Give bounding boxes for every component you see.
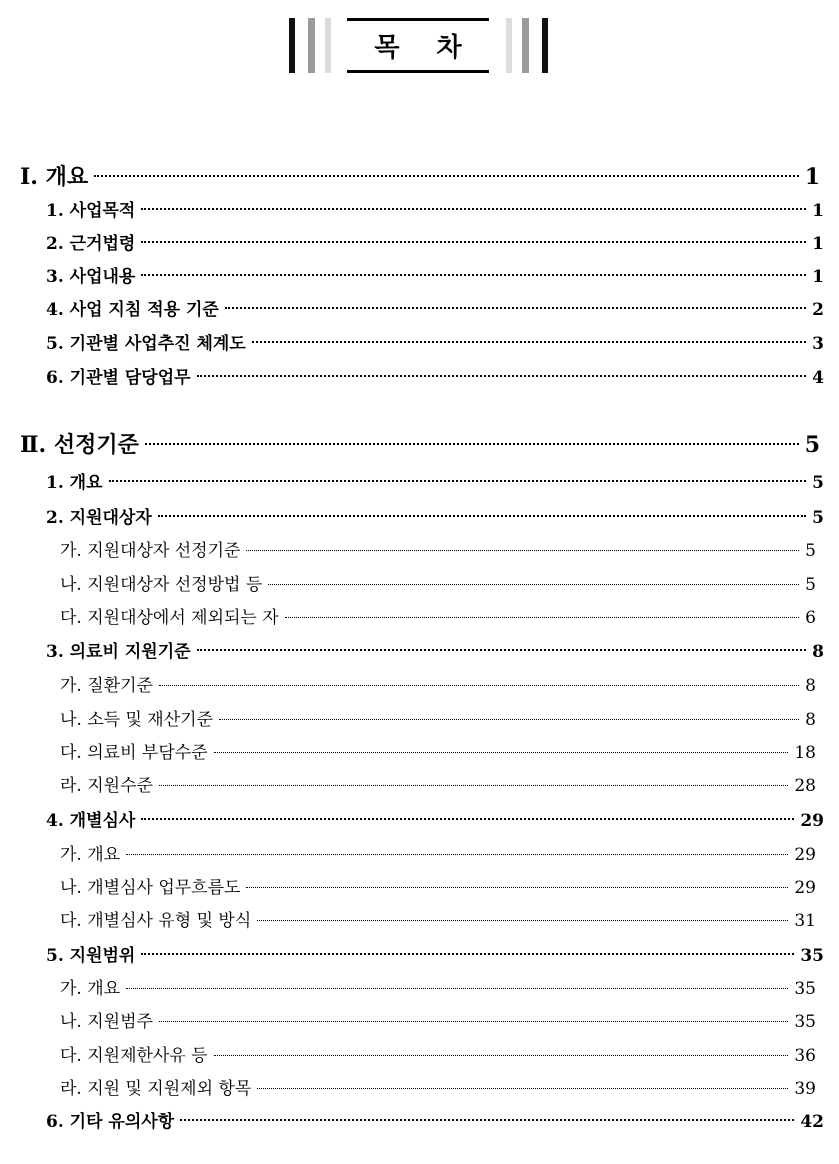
toc-page-number: 8	[805, 676, 816, 696]
title-decor-bar	[289, 18, 295, 73]
toc-entry-label: 가. 질환기준	[60, 676, 153, 696]
toc-entry-label: 3. 의료비 지원기준	[46, 642, 191, 662]
toc-page-number: 3	[812, 334, 824, 354]
toc-subsection-entry[interactable]	[60, 840, 816, 865]
toc-subsection-entry[interactable]	[60, 873, 816, 898]
toc-subsection-entry[interactable]	[60, 705, 816, 730]
toc-leader-dots	[141, 241, 806, 243]
toc-leader-dots	[268, 584, 799, 585]
toc-entry-label: 6. 기관별 담당업무	[46, 368, 191, 388]
toc-subsection-entry[interactable]	[60, 738, 816, 763]
toc-subsection-entry[interactable]	[60, 974, 816, 999]
toc-entry-label: 1. 개요	[46, 473, 103, 493]
title-decor-bar	[506, 18, 512, 73]
toc-page-number: 1	[812, 267, 824, 287]
toc-leader-dots	[257, 920, 788, 921]
toc-entry-label: 라. 지원수준	[60, 776, 153, 796]
toc-page-number: 5	[805, 541, 816, 561]
toc-section-entry[interactable]	[46, 1107, 824, 1132]
toc-leader-dots	[158, 515, 806, 517]
toc-entry-label: 라. 지원 및 지원제외 항목	[60, 1079, 252, 1099]
toc-entry-label: 가. 개요	[60, 845, 121, 865]
toc-page-number: 1	[812, 234, 824, 254]
toc-entry-label: 나. 개별심사 업무흐름도	[60, 878, 241, 898]
title-decor-bar	[308, 18, 315, 73]
toc-page-number: 42	[800, 1112, 824, 1132]
toc-entry-label: 다. 개별심사 유형 및 방식	[60, 911, 252, 931]
toc-page-number: 1	[804, 164, 820, 190]
toc-leader-dots	[159, 685, 799, 686]
toc-section-entry[interactable]	[46, 196, 824, 221]
toc-leader-dots	[159, 1021, 788, 1022]
toc-entry-label: Ⅰ. 개요	[20, 164, 89, 190]
toc-leader-dots	[141, 274, 806, 276]
toc-leader-dots	[94, 175, 799, 177]
title-decor-bar	[325, 18, 331, 73]
toc-section-entry[interactable]	[46, 468, 824, 493]
toc-entry-label: 6. 기타 유의사항	[46, 1112, 175, 1132]
toc-section-entry[interactable]	[46, 806, 824, 831]
toc-title-bar	[0, 18, 839, 74]
page-title: 목 차	[374, 33, 476, 63]
toc-subsection-entry[interactable]	[60, 1041, 816, 1066]
toc-entry-label: 3. 사업내용	[46, 267, 136, 287]
toc-leader-dots	[214, 1055, 789, 1056]
toc-leader-dots	[214, 752, 789, 753]
toc-page-number: 31	[794, 911, 816, 931]
toc-leader-dots	[285, 617, 799, 618]
toc-page-number: 36	[794, 1046, 816, 1066]
toc-subsection-entry[interactable]	[60, 671, 816, 696]
toc-page-number: 18	[794, 743, 816, 763]
toc-leader-dots	[126, 854, 788, 855]
toc-entry-label: 다. 의료비 부담수준	[60, 743, 208, 763]
toc-entry-label: Ⅱ. 선정기준	[20, 432, 139, 458]
toc-title-box	[347, 18, 489, 73]
toc-leader-dots	[159, 785, 788, 786]
toc-subsection-entry[interactable]	[60, 1007, 816, 1032]
toc-leader-dots	[225, 307, 806, 309]
toc-page-number: 28	[794, 776, 816, 796]
toc-entry-label: 나. 지원범주	[60, 1012, 153, 1032]
toc-section-entry[interactable]	[46, 295, 824, 320]
toc-page-number: 6	[805, 608, 816, 628]
toc-leader-dots	[197, 375, 807, 377]
toc-page-number: 29	[800, 811, 824, 831]
toc-entry-label: 가. 개요	[60, 979, 121, 999]
toc-page-number: 2	[812, 300, 824, 320]
toc-subsection-entry[interactable]	[60, 570, 816, 595]
toc-entry-label: 1. 사업목적	[46, 201, 136, 221]
toc-leader-dots	[109, 480, 807, 482]
toc-section-entry[interactable]	[46, 941, 824, 966]
toc-leader-dots	[246, 550, 799, 551]
toc-page-number: 29	[794, 845, 816, 865]
toc-page-number: 29	[794, 878, 816, 898]
toc-page-number: 5	[804, 432, 820, 458]
toc-page-number: 1	[812, 201, 824, 221]
toc-leader-dots	[252, 341, 806, 343]
toc-page-number: 5	[805, 575, 816, 595]
toc-entry-label: 2. 지원대상자	[46, 508, 152, 528]
toc-leader-dots	[197, 649, 807, 651]
toc-section-entry[interactable]	[46, 329, 824, 354]
toc-leader-dots	[180, 1119, 794, 1121]
toc-entry-label: 5. 지원범위	[46, 946, 136, 966]
toc-page-number: 35	[800, 946, 824, 966]
toc-page-number: 5	[812, 473, 824, 493]
toc-entry-label: 5. 기관별 사업추진 체계도	[46, 334, 246, 354]
toc-entry-label: 나. 소득 및 재산기준	[60, 710, 213, 730]
toc-section-entry[interactable]	[46, 363, 824, 388]
toc-section-entry[interactable]	[46, 229, 824, 254]
toc-leader-dots	[141, 818, 794, 820]
toc-entry-label: 다. 지원제한사유 등	[60, 1046, 208, 1066]
toc-leader-dots	[141, 953, 794, 955]
toc-leader-dots	[257, 1088, 788, 1089]
toc-entry-label: 다. 지원대상에서 제외되는 자	[60, 608, 279, 628]
toc-page-number: 39	[794, 1079, 816, 1099]
toc-chapter-entry[interactable]	[20, 428, 820, 459]
toc-leader-dots	[141, 208, 806, 210]
toc-section-entry[interactable]	[46, 503, 824, 528]
toc-page-number: 35	[794, 979, 816, 999]
toc-subsection-entry[interactable]	[60, 1074, 816, 1099]
toc-entry-label: 나. 지원대상자 선정방법 등	[60, 575, 263, 595]
toc-entry-label: 2. 근거법령	[46, 234, 136, 254]
title-decor-bar	[522, 18, 529, 73]
toc-subsection-entry[interactable]	[60, 603, 816, 628]
toc-subsection-entry[interactable]	[60, 906, 816, 931]
toc-page-number: 8	[805, 710, 816, 730]
toc-page-number: 35	[794, 1012, 816, 1032]
toc-section-entry[interactable]	[46, 637, 824, 662]
toc-entry-label: 4. 개별심사	[46, 811, 136, 831]
toc-leader-dots	[219, 719, 799, 720]
toc-leader-dots	[126, 988, 788, 989]
toc-chapter-entry[interactable]	[20, 160, 820, 191]
toc-leader-dots	[145, 443, 799, 445]
toc-section-entry[interactable]	[46, 262, 824, 287]
toc-entry-label: 4. 사업 지침 적용 기준	[46, 300, 219, 320]
toc-entry-label: 가. 지원대상자 선정기준	[60, 541, 241, 561]
toc-leader-dots	[246, 887, 788, 888]
toc-page-number: 5	[812, 508, 824, 528]
toc-page-number: 4	[812, 368, 824, 388]
toc-subsection-entry[interactable]	[60, 536, 816, 561]
toc-page-number: 8	[812, 642, 824, 662]
title-decor-bar	[542, 18, 548, 73]
toc-subsection-entry[interactable]	[60, 771, 816, 796]
